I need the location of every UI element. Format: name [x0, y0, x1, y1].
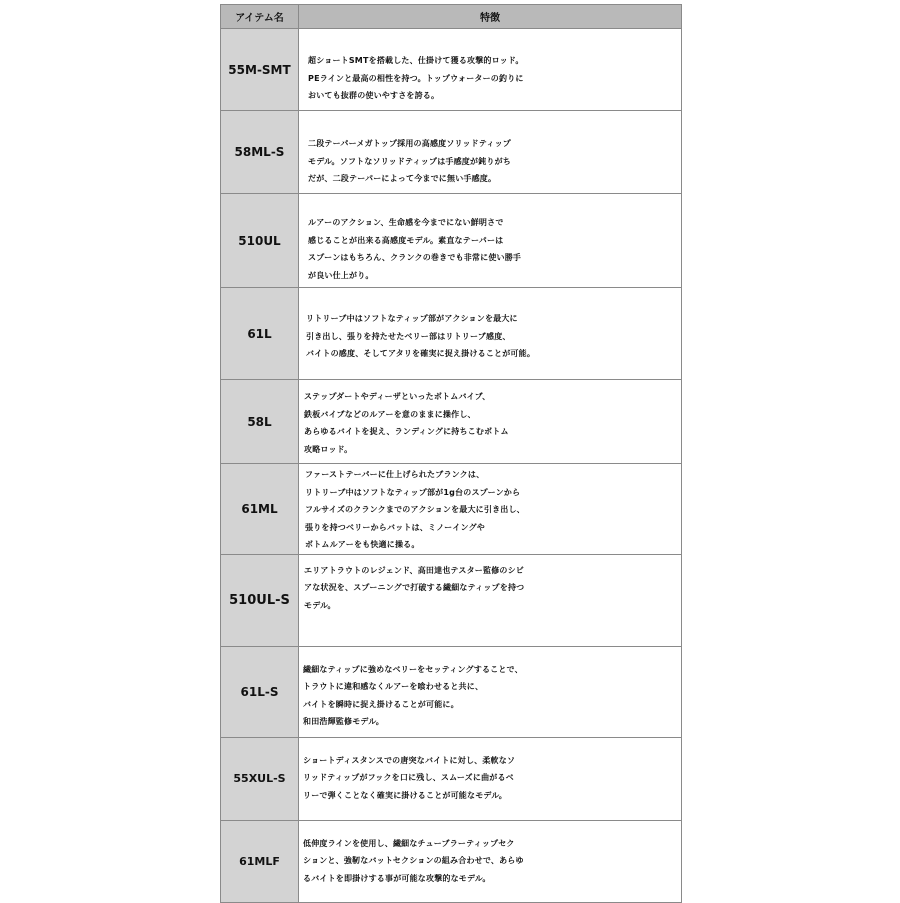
feature-line: 二段テーパーメガトップ採用の高感度ソリッドティップ: [308, 139, 511, 148]
feature-line: スプーンはもちろん、クランクの巻きでも非常に使い勝手: [308, 253, 522, 262]
feature-line: リトリーブ中はソフトなティップ部がアクションを最大に: [306, 314, 518, 323]
spec-table-container: [220, 4, 681, 903]
feature-line: リッドティップがフックを口に残し、スムーズに曲がるベ: [303, 773, 514, 782]
feature-text: [308, 52, 681, 105]
feature-line: フルサイズのクランクまでのアクションを最大に引き出し、: [305, 505, 525, 514]
feature-line: るバイトを即掛けする事が可能な攻撃的なモデル。: [303, 873, 491, 883]
item-name: 61MLF: [221, 820, 299, 902]
feature-line: が良い仕上がり。: [308, 270, 374, 280]
feature-line: あらゆるバイトを捉え、ランディングに持ちこむボトム: [304, 427, 509, 436]
feature-text: [306, 310, 681, 363]
feature-line: ルアーのアクション、生命感を今までにない鮮明さで: [308, 218, 504, 227]
item-name: 55M-SMT: [221, 29, 299, 111]
table-row: [221, 288, 682, 380]
feature-line: ボトムルアーをも快適に操る。: [305, 540, 420, 549]
feature-line: 攻略ロッド。: [304, 444, 353, 454]
header-item-name: アイテム名: [221, 5, 299, 29]
item-feature: [299, 194, 682, 288]
feature-line: モデル。: [304, 600, 336, 610]
feature-line: 引き出し、張りを持たせたベリー部はリトリーブ感度、: [306, 331, 511, 341]
item-feature: [299, 464, 682, 555]
feature-text: [304, 562, 681, 615]
table-row: [221, 29, 682, 111]
table-row: [221, 194, 682, 288]
feature-line: PEラインと最高の相性を持つ。トップウォーターの釣りに: [308, 73, 524, 83]
feature-line: トラウトに違和感なくルアーを喰わせると共に、: [303, 682, 484, 691]
item-name: 61L-S: [221, 646, 299, 737]
table-row: [221, 380, 682, 464]
feature-line: 超ショートSMTを搭載した、仕掛けて獲る攻撃的ロッド。: [308, 56, 524, 65]
feature-text: [308, 214, 681, 284]
item-feature: [299, 380, 682, 464]
feature-line: ショートディスタンスでの唐突なバイトに対し、柔軟なソ: [303, 755, 516, 765]
item-name: 58L: [221, 380, 299, 464]
feature-line: 和田浩輝監修モデル。: [303, 717, 384, 726]
feature-line: おいても抜群の使いやすさを誇る。: [308, 91, 440, 100]
feature-line: バイトの感度、そしてアタリを確実に捉え掛けることが可能。: [306, 349, 536, 358]
item-name: 61L: [221, 288, 299, 380]
header-feature: 特徴: [299, 5, 682, 29]
item-feature: [299, 111, 682, 194]
feature-line: エリアトラウトのレジェンド、高田達也テスター監修のシビ: [304, 565, 524, 575]
table-row: [221, 820, 682, 902]
header-row: [221, 5, 682, 29]
feature-line: アな状況を、スプーニングで打破する繊細なティップを持つ: [304, 583, 525, 592]
item-name: 510UL: [221, 194, 299, 288]
feature-text: [303, 752, 681, 805]
item-feature: [299, 288, 682, 380]
item-name: 61ML: [221, 464, 299, 555]
table-row: [221, 111, 682, 194]
item-feature: [299, 820, 682, 902]
feature-line: 感じることが出来る高感度モデル。素直なテーパーは: [308, 235, 504, 245]
item-feature: [299, 646, 682, 737]
feature-line: モデル。ソフトなソリッドティップは手感度が鈍りがち: [308, 156, 511, 166]
feature-text: [305, 466, 681, 554]
item-feature: [299, 29, 682, 111]
feature-line: ションと、強靭なバットセクションの組み合わせで、あらゆ: [303, 856, 524, 865]
feature-line: リトリーブ中はソフトなティップ部が1g台のスプーンから: [305, 487, 521, 497]
table-row: [221, 646, 682, 737]
feature-line: 鉄板バイブなどのルアーを意のままに操作し、: [304, 409, 476, 419]
spec-table: [220, 4, 682, 903]
feature-line: ステップダートやディーザといったボトムバイブ、: [304, 392, 491, 401]
feature-text: [308, 135, 681, 188]
item-feature: [299, 554, 682, 646]
feature-line: 繊細なティップに強めなベリーをセッティングすることで、: [303, 664, 523, 674]
table-row: [221, 464, 682, 555]
feature-line: バイトを瞬時に捉え掛けることが可能に。: [303, 699, 459, 709]
item-feature: [299, 737, 682, 820]
feature-line: ファーストテーパーに仕上げられたブランクは、: [305, 470, 485, 479]
item-name: 58ML-S: [221, 111, 299, 194]
feature-line: 低伸度ラインを使用し、繊細なチューブラーティップセク: [303, 838, 515, 848]
feature-text: [303, 835, 681, 888]
item-name: 510UL-S: [221, 554, 299, 646]
feature-line: リーで弾くことなく確実に掛けることが可能なモデル。: [303, 790, 507, 800]
table-row: [221, 737, 682, 820]
feature-text: [304, 388, 681, 458]
feature-line: だが、二段テーパーによって今までに無い手感度。: [308, 174, 497, 183]
feature-line: 張りを持つベリーからバットは、ミノーイングや: [305, 522, 485, 532]
feature-text: [303, 661, 681, 731]
table-row: [221, 554, 682, 646]
item-name: 55XUL-S: [221, 737, 299, 820]
